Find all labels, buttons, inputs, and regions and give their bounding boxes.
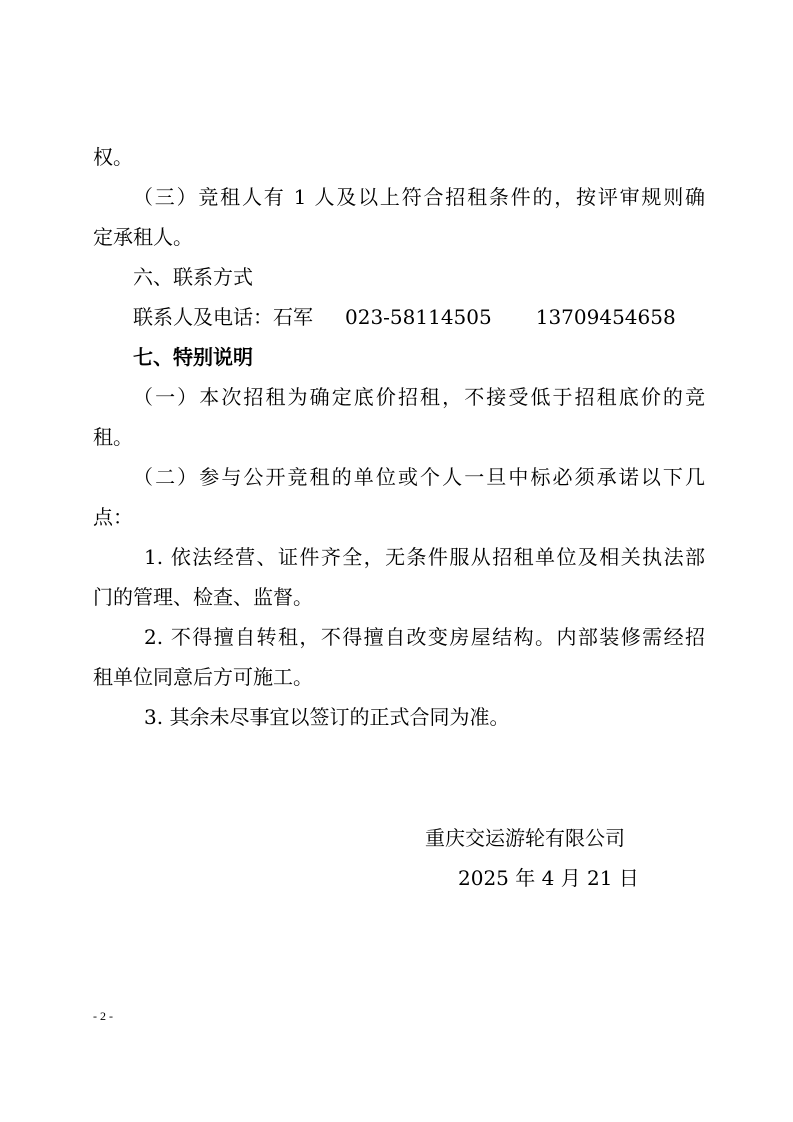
paragraph-line: 租。 [93,425,133,449]
list-item: 1. 依法经营、证件齐全，无条件服从招租单位及相关执法部 [144,545,705,569]
contact-landline: 023-58114505 [345,305,492,329]
contact-line [133,303,676,331]
paragraph-line: （三）竞租人有 1 人及以上符合招租条件的，按评审规则确 [133,185,705,209]
page-number: - 2 - [93,1009,113,1023]
paragraph-line: 定承租人。 [93,225,193,249]
section-heading: 七、特别说明 [133,345,253,369]
list-item-continuation: 门的管理、检查、监督。 [93,585,313,609]
signature-date: 2025 年 4 月 21 日 [458,866,639,890]
contact-label: 联系人及电话：石军 [133,305,313,329]
list-item-continuation: 租单位同意后方可施工。 [93,665,313,689]
paragraph-line: 权。 [93,145,133,169]
paragraph-line: 点： [93,505,133,529]
contact-mobile: 13709454658 [535,305,676,329]
paragraph-line: （二）参与公开竞租的单位或个人一旦中标必须承诺以下几 [133,465,705,489]
paragraph-line: （一）本次招租为确定底价招租，不接受低于招租底价的竞 [133,385,705,409]
company-signature: 重庆交运游轮有限公司 [425,826,625,850]
list-item: 3. 其余未尽事宜以签订的正式合同为准。 [144,705,510,729]
section-heading: 六、联系方式 [133,265,253,289]
list-item: 2. 不得擅自转租，不得擅自改变房屋结构。内部装修需经招 [144,625,705,649]
